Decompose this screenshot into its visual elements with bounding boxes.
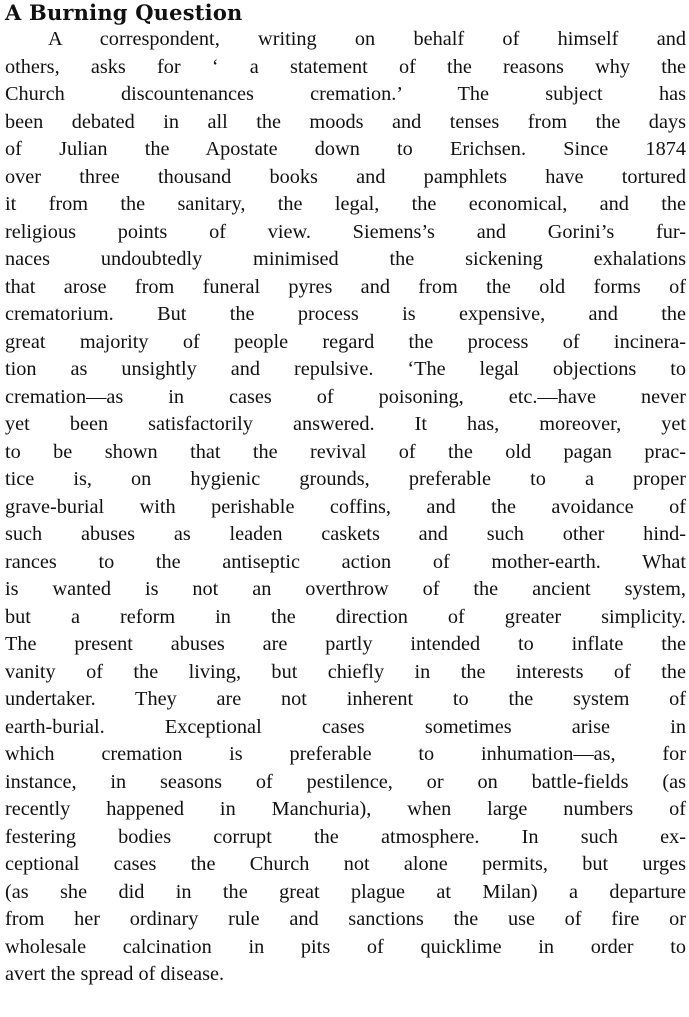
article-line: to be shown that the revival of the old pagan prac- — [5, 440, 686, 463]
article-line: instance, in seasons of pestilence, or on battle-fields (as — [5, 770, 686, 793]
article-line: festering bodies corrupt the atmosphere. In such ex- — [5, 825, 686, 848]
article-line: wholesale calcination in pits of quicklime in order to — [5, 935, 686, 958]
article-line: from her ordinary rule and sanctions the use of fire or — [5, 908, 686, 930]
article-line: it from the sanitary, the legal, the economical, and the — [5, 193, 686, 215]
article-line: religious points of view. Siemens’s and Gorini’s fur- — [5, 220, 686, 243]
article-line: undertaker. They are not inherent to the system of — [5, 688, 686, 710]
article-line: over three thousand books and pamphlets have tortured — [5, 165, 686, 188]
article-body — [5, 26, 686, 989]
article-headline: A Burning Question — [5, 0, 243, 25]
article-line: vanity of the living, but chiefly in the interests of the — [5, 660, 686, 683]
article-line: rances to the antiseptic action of mother-earth. What — [5, 550, 686, 573]
article-line: tion as unsightly and repulsive. ‘The legal objections to — [5, 358, 686, 380]
article-line: crematorium. But the process is expensive, and the — [5, 303, 686, 325]
article-line: is wanted is not an overthrow of the ancient system, — [5, 578, 686, 600]
article-line: but a reform in the direction of greater simplicity. — [5, 605, 686, 628]
newspaper-article — [5, 0, 686, 989]
article-line: avert the spread of disease. — [5, 963, 225, 985]
article-line: great majority of people regard the process of incinera- — [5, 330, 686, 353]
article-line: Church discountenances cremation.’ The subject has — [5, 83, 686, 105]
article-line: (as she did in the great plague at Milan) a departure — [5, 880, 686, 903]
article-line: tice is, on hygienic grounds, preferable to a proper — [5, 468, 686, 490]
article-line: which cremation is preferable to inhumation—as, for — [5, 743, 686, 765]
article-line: ceptional cases the Church not alone permits, but urges — [5, 853, 686, 875]
article-line: recently happened in Manchuria), when large numbers of — [5, 798, 686, 820]
article-line: cremation—as in cases of poisoning, etc.—have never — [5, 385, 686, 408]
article-line: others, asks for ‘ a statement of the reasons why the — [5, 55, 686, 78]
article-line: The present abuses are partly intended to inflate the — [5, 633, 686, 655]
article-line: A correspondent, writing on behalf of himself and — [48, 28, 686, 50]
article-line: been debated in all the moods and tenses from the days — [5, 110, 686, 133]
article-line: that arose from funeral pyres and from the old forms of — [5, 275, 686, 298]
article-line: of Julian the Apostate down to Erichsen. Since 1874 — [5, 138, 686, 160]
article-line: yet been satisfactorily answered. It has, moreover, yet — [5, 413, 686, 435]
article-line: such abuses as leaden caskets and such other hind- — [5, 523, 686, 545]
article-line: naces undoubtedly minimised the sickening exhalations — [5, 248, 686, 270]
article-line: grave-burial with perishable coffins, and the avoidance of — [5, 495, 686, 518]
article-line: earth-burial. Exceptional cases sometimes arise in — [5, 715, 686, 738]
